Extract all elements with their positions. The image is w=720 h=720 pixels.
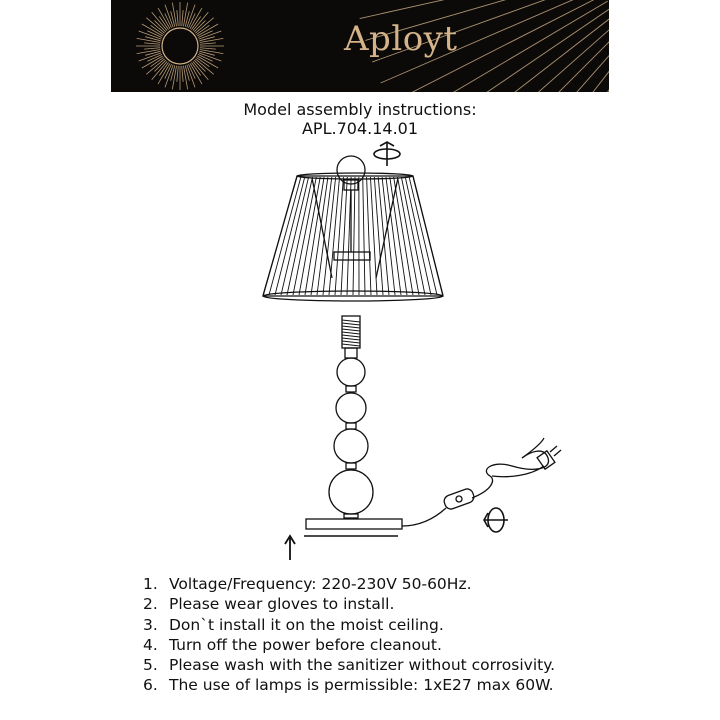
model-number: APL.704.14.01 <box>301 119 419 138</box>
lamp-base <box>304 519 402 536</box>
brand-banner <box>111 0 609 92</box>
document-title: Model assembly instructions: <box>243 100 477 119</box>
lamp-body-spheres <box>329 358 373 518</box>
note-item: 6. The use of lamps is permissible: 1xE27 max 60W. <box>143 676 554 695</box>
rotate-arrow-icon <box>374 142 400 166</box>
brand-name: Aployt <box>344 19 458 59</box>
rotate-arrow-icon <box>484 508 508 532</box>
note-item: 1. Voltage/Frequency: 220-230V 50-60Hz. <box>143 575 472 593</box>
note-item: 3. Don`t install it on the moist ceiling. <box>143 615 444 634</box>
instruction-notes <box>143 574 555 696</box>
note-item: 4. Turn off the power before cleanout. <box>143 635 442 654</box>
lamp-socket <box>342 316 360 358</box>
inline-switch-icon <box>443 487 476 510</box>
lamp-assembly-drawing <box>230 140 600 570</box>
up-arrow-icon <box>285 536 295 560</box>
plug-icon <box>537 446 561 469</box>
power-cable <box>402 438 549 526</box>
note-item: 2. Please wear gloves to install. <box>143 595 395 614</box>
note-item: 5. Please wash with the sanitizer without corrosivity. <box>143 656 556 675</box>
lamp-shade <box>263 173 443 301</box>
